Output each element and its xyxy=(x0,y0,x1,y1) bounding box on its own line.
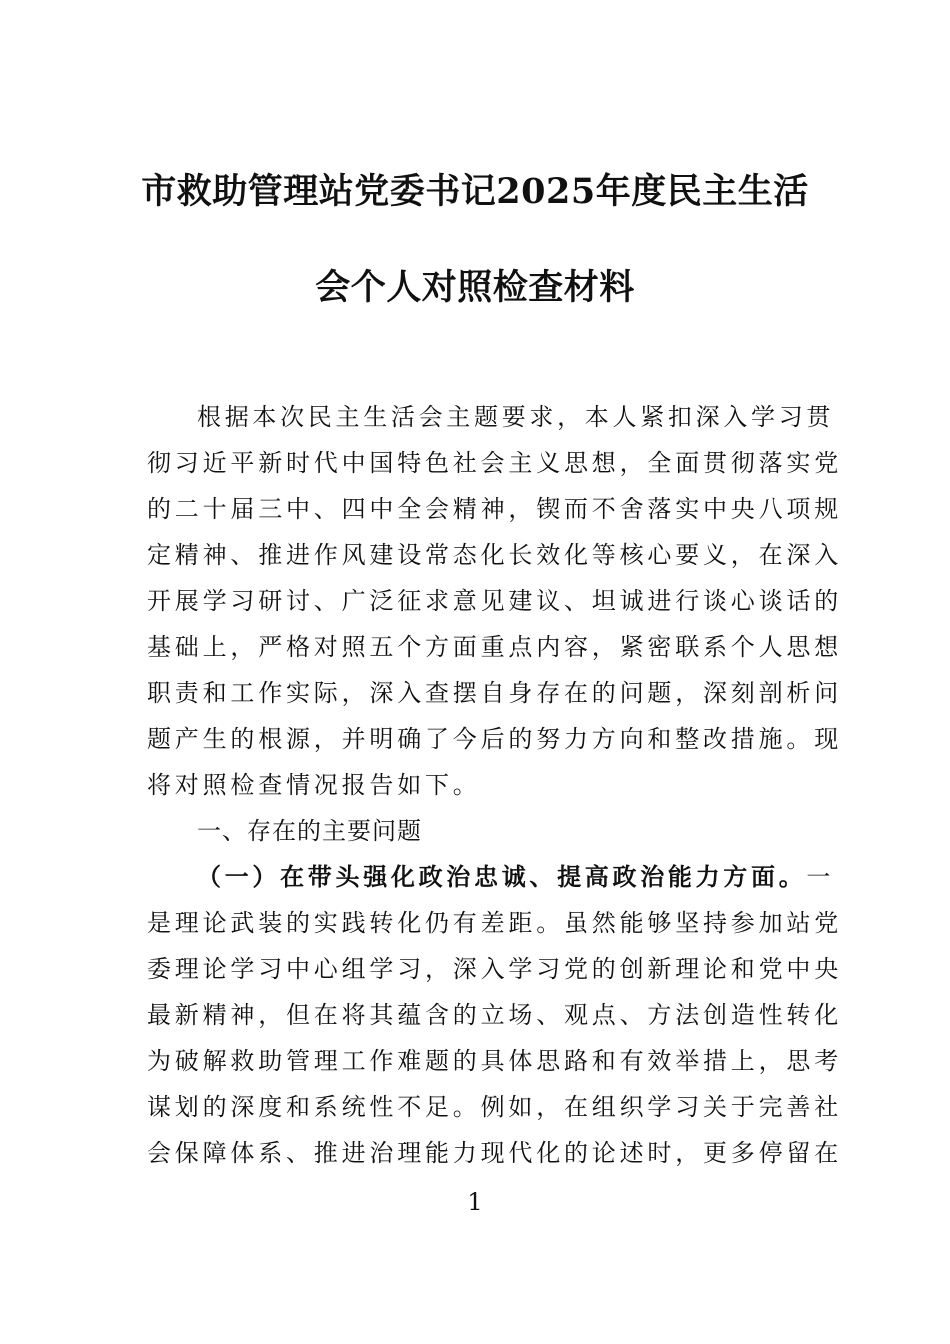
subsection-line-5: 谋划的深度和系统性不足。例如，在组织学习关于完善社 xyxy=(147,1093,842,1121)
title-line-2: 会个人对照检查材料 xyxy=(315,267,635,308)
document-body xyxy=(147,394,842,1176)
subsection-line-4: 为破解救助管理工作难题的具体思路和有效举措上，思考 xyxy=(147,1047,842,1075)
subsection-line-3: 最新精神，但在将其蕴含的立场、观点、方法创造性转化 xyxy=(147,1001,842,1029)
subsection-heading-line xyxy=(147,854,835,900)
intro-line-9: 将对照检查情况报告如下。 xyxy=(147,771,481,799)
page-number: 1 xyxy=(467,1188,483,1216)
subsection-line-6: 会保障体系、推进治理能力现代化的论述时，更多停留在 xyxy=(147,1139,842,1167)
title-line-1: 市救助管理站党委书记2025年度民主生活 xyxy=(141,171,809,212)
intro-line-8: 题产生的根源，并明确了今后的努力方向和整改措施。现 xyxy=(147,725,842,753)
intro-line-3: 的二十届三中、四中全会精神，锲而不舍落实中央八项规 xyxy=(147,495,842,523)
intro-line-7: 职责和工作实际，深入查摆自身存在的问题，深刻剖析问 xyxy=(147,679,842,707)
subsection-line-1: 是理论武装的实践转化仍有差距。虽然能够坚持参加站党 xyxy=(147,909,842,937)
subsection-line-2: 委理论学习中心组学习，深入学习党的创新理论和党中央 xyxy=(147,955,842,983)
subsection-heading: （一）在带头强化政治忠诚、提高政治能力方面。 xyxy=(197,862,807,891)
intro-line-2: 彻习近平新时代中国特色社会主义思想，全面贯彻落实党 xyxy=(147,449,842,477)
intro-line-5: 开展学习研讨、广泛征求意见建议、坦诚进行谈心谈话的 xyxy=(147,587,842,615)
document-title xyxy=(135,166,815,314)
intro-line-6: 基础上，严格对照五个方面重点内容，紧密联系个人思想 xyxy=(147,633,842,661)
intro-line-4: 定精神、推进作风建设常态化长效化等核心要义，在深入 xyxy=(147,541,842,569)
subsection-heading-tail: 一 xyxy=(806,863,835,891)
intro-line-1: 根据本次民主生活会主题要求，本人紧扣深入学习贯 xyxy=(197,403,835,431)
section-heading-1: 一、存在的主要问题 xyxy=(197,817,422,845)
